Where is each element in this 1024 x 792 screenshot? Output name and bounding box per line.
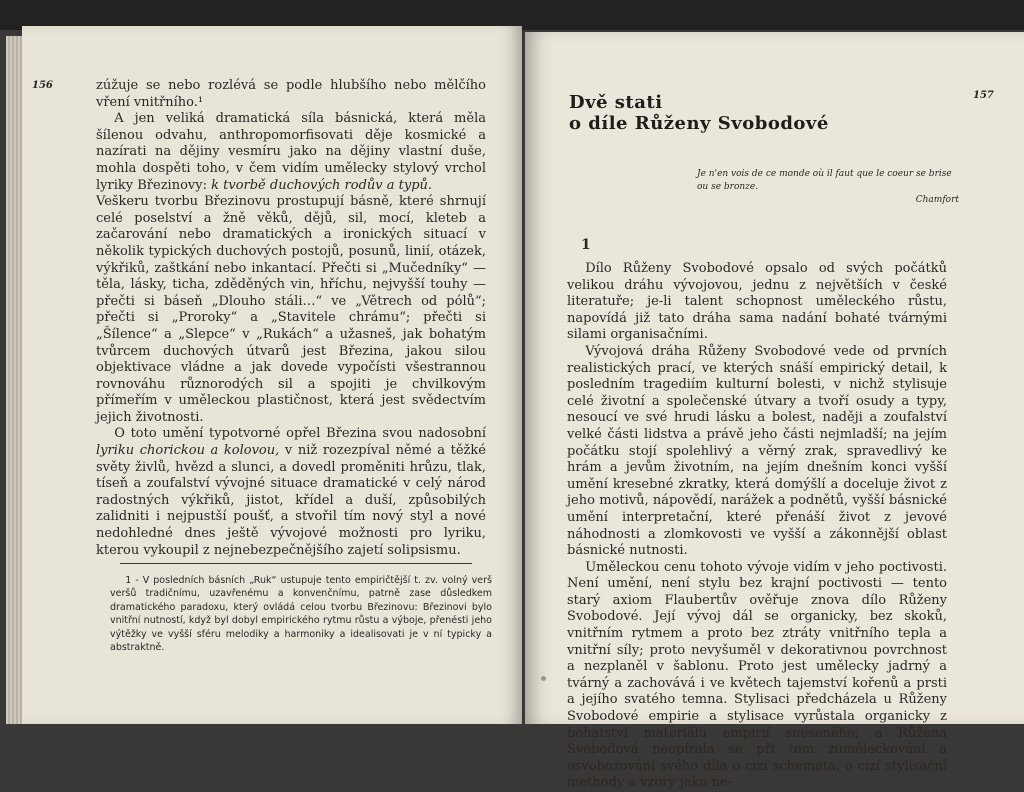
page-mark xyxy=(541,676,546,681)
footnote-rule xyxy=(120,563,472,564)
paragraph: O toto umění typotvorné opřel Březina svou nadosobní lyriku chorickou a kolovou, v niž rozezpíval němé a těžké světy živlů, hvězd a slunci, a dovedl proměniti hrůzu, tlak, tíseň a zoufalství vývojné situace dramatické v celý národ radostných výkřiků, jistot, křídel a duší, způsobilých zalidniti i nejpustší poušť, a stvořil tím nový styl a nové nedohledné dnes ještě vývojové možnosti pro lyriku, kterou vykoupil z nejnebezpečnějšího zajetí solipsismu. xyxy=(96,426,486,558)
chapter-title: Dvě stati o díle Růženy Svobodové xyxy=(569,92,829,134)
right-page-body xyxy=(567,261,947,792)
paragraph: zúžuje se nebo rozlévá se podle hlubšího nebo mělčího vření vnitřního.¹ xyxy=(96,78,486,110)
page-number-left: 156 xyxy=(32,80,53,91)
paragraph: Dílo Růženy Svobodové opsalo od svých počátků velikou dráhu vývojovou, jednu z největších v české literatuře; je-li talent schopnost uměleckého růstu, napovídá již tato dráha sama nadání bohaté tvárnými silami organisačními. xyxy=(567,261,947,343)
left-page-body xyxy=(96,78,486,559)
paragraph: Vývojová dráha Růženy Svobodové vede od prvních realistických prací, ve kterých snáší empirický detail, k posledním tragediím kulturní bolesti, v nichž stylisuje celé životní a společenské útvary a tvoří osudy a typy, nesoucí ve své hrudi lásku a bolest, naději a zoufalství velké části lidstva a právě jeho části nejmladší; na jejím počátku stojí spolehlivý a věrný zrak, spravedlivý ke hrám a jevům životním, na jejím dnešním konci vyšší umění kresebné zkratky, která domýšlí a doceluje život z jeho motivů, nápovědí, narážek a podnětů, vyšší básnické umění interpretační, které přenáší život z jevové náhodnosti a zlomkovosti ve vyšší a zákonnější oblast básnické nutnosti. xyxy=(567,343,947,559)
section-number: 1 xyxy=(581,237,591,253)
footnote: 1 - V posledních básních „Ruk“ ustupuje tento empiričtější t. zv. volný verš veršů tradičnímu, uzavřenému a konvenčnímu, patrně zase důsledkem dramatického paradoxu, který ovládá celou tvorbu Březinovu: Březinovi bylo vnitřní nutností, když byl dobyl empirického rytmu růstu a výboje, přenésti jeho výtěžky ve vyšší sféru melodiky a harmoniky a idealisovati je v ní typicky a abstraktně. xyxy=(110,575,492,654)
page-number-right: 157 xyxy=(973,90,994,101)
epigraph: Je n'en vois de ce monde où il faut que le coeur se brise ou se bronze. Chamfort xyxy=(697,169,959,205)
right-page xyxy=(525,32,1024,791)
paragraph: Veškeru tvorbu Březinovu prostupují básně, které shrnují celé poselství a žně věků, dějů, sil, mocí, kleteb a začarování nebo dramatických a ironických situací v několik typických duchových postojů, posunů, linií, otázek, výkřiků, zaštkání nebo inkantací. Přečti si „Mučedníky“ — těla, lásky, ticha, zděděných vin, hříchu, nejvyšší touhy — přečti si báseň „Dlouho stáli…“ ve „Větrech od pólů“; přečti si „Proroky“ a „Stavitele chrámu“; přečti si „Šílence“ a „Slepce“ v „Rukách“ a užasneš, jak bohatým tvůrcem duchových útvarů jest Březina, jakou silou objektivace vládne a jak dovede vypočísti všestrannou rovnováhu různorodých sil a spojiti je chvilkovým přímeřím v uměleckou plastičnost, která jest svědectvím jejich životnosti. xyxy=(96,194,486,425)
italic-phrase: lyriku chorickou a kolovou, xyxy=(96,443,280,459)
epigraph-author: Chamfort xyxy=(915,195,959,205)
paragraph: Uměleckou cenu tohoto vývoje vidím v jeho poctivosti. Není umění, není stylu bez krajní poctivosti — tento starý axiom Flaubertův ověřuje znova dílo Růženy Svobodové. Její vývoj dál se organicky, bez skoků, vnitřním rytmem a proto bez ztráty vnitřního tepla a vnitřní síly; proto nevyšuměl v dekorativnou povrchnost a nezplaněl v šablonu. Proto jest umělecky jadrný a tvárný a zachovává i ve květech tajemství kořenů a prsti a jejího svatého temna. Stylisaci předcházela u Růženy Svobodové empirie a stylisace vyrůstala organicky z bohatství materiálu empirií sneseného; a Růžena Svobodová neopírala se při tom zuměleckování a osvobozování svého díla o cizí schemata, o cizí stylisační methody a vzory jako ne- xyxy=(567,559,947,791)
italic-phrase: k tvorbě duchových rodův a typů. xyxy=(211,177,433,193)
left-page xyxy=(22,26,522,724)
paragraph: A jen veliká dramatická síla básnická, která měla šílenou odvahu, anthropomorfisovati děje kosmické a nazírati na dějiny vesmíru jako na dějiny vlastní duše, mohla dospěti toho, v čem vidím umělecky stylový vrchol lyriky Březinovy: k tvorbě duchových rodův a typů. xyxy=(96,111,486,193)
page-edges xyxy=(6,36,22,724)
